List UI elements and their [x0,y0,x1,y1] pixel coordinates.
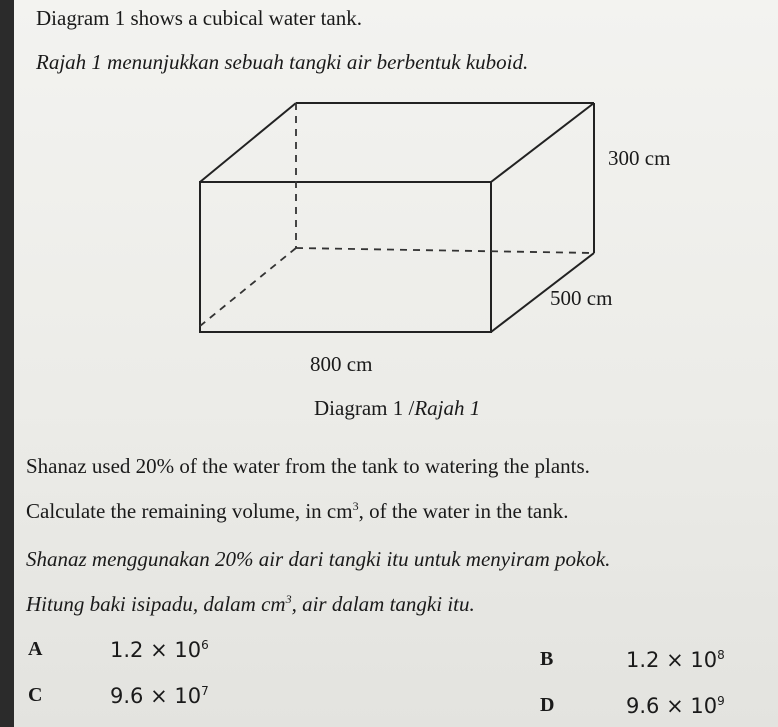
option-b-letter: B [540,648,554,670]
option-d-letter: D [540,694,555,716]
height-label: 300 cm [608,146,671,170]
length-label: 800 cm [310,352,373,376]
option-b-mantissa: 1.2 × 10 [626,648,718,672]
option-d-value [626,694,725,718]
intro-malay: Rajah 1 menunjukkan sebuah tangki air berbentuk kuboid. [36,50,529,74]
question-en-text-end: , of the water in the tank. [358,499,569,523]
worksheet-page [14,0,778,727]
caption-english: Diagram 1 / [314,396,415,420]
option-b-value [626,648,725,672]
question-malay-line1: Shanaz menggunakan 20% air dari tangki itu untuk menyiram pokok. [26,547,611,571]
cuboid-tank-diagram [14,0,778,430]
option-c-mantissa: 9.6 × 10 [110,684,202,708]
option-a-mantissa: 1.2 × 10 [110,638,202,662]
option-d-mantissa: 9.6 × 10 [626,694,718,718]
width-label: 500 cm [550,286,613,310]
option-a-value [110,638,209,662]
question-english-line2 [26,499,569,524]
question-en-text: Calculate the remaining volume, in cm [26,499,353,523]
question-en-superscript: 3 [352,499,359,513]
option-a-exponent: 6 [201,638,209,652]
question-ms-text-end: , air dalam tangki itu. [291,592,475,616]
option-c-value [110,684,209,708]
option-c-letter: C [28,684,43,706]
option-c-exponent: 7 [201,684,209,698]
question-malay-line2 [26,592,475,617]
question-ms-superscript: 3 [285,592,292,606]
question-ms-text: Hitung baki isipadu, dalam cm [26,592,286,616]
option-b-exponent: 8 [717,648,725,662]
top-right-edge [491,103,594,182]
hidden-left-bottom-edge [200,248,296,326]
option-a-letter: A [28,638,43,660]
intro-english: Diagram 1 shows a cubical water tank. [36,6,362,30]
diagram-caption [314,396,480,421]
hidden-back-bottom-edge [296,248,594,253]
question-english-line1: Shanaz used 20% of the water from the tank to watering the plants. [26,454,590,478]
front-face [200,182,491,332]
caption-malay: Rajah 1 [414,396,481,420]
top-left-edge [200,103,296,182]
option-d-exponent: 9 [717,694,725,708]
